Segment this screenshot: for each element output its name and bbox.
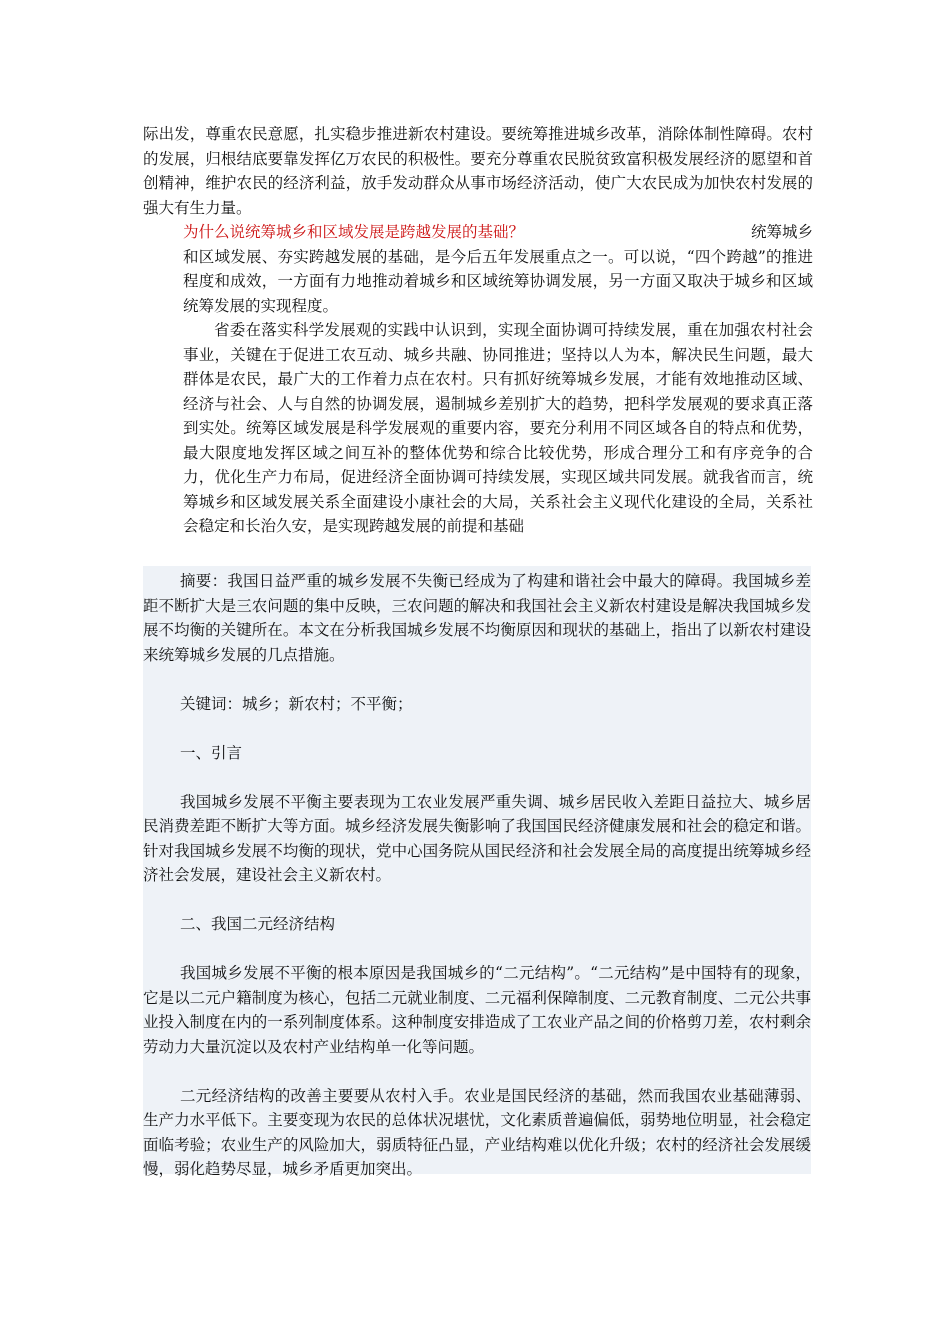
keywords-line: 关键词：城乡；新农村；不平衡； (180, 694, 413, 713)
dual-structure-paragraph-2: 二元经济结构的改善主要要从农村入手。农业是国民经济的基础，然而我国农业基础薄弱、生产力水平低下。主要变现为农民的总体状况堪忧，文化素质普遍偏低，弱势地位明显，社会稳定面临考验；农业生产的风险加大，弱质特征凸显，产业结构难以优化升级；农村的经济社会发展缓慢，弱化趋势尽显，城乡矛盾更加突出。 (143, 1086, 811, 1178)
dual-structure-paragraph-1: 我国城乡发展不平衡的根本原因是我国城乡的“二元结构”。“二元结构”是中国特有的现象，它是以二元户籍制度为核心，包括二元就业制度、二元福利保障制度、二元教育制度、二元公共事业投入制度在内的一系列制度体系。这种制度安排造成了工农业产品之间的价格剪刀差，农村剩余劳动力大量沉淀以及农村产业结构单一化等问题。 (143, 964, 811, 1056)
abstract-paragraph: 摘要：我国日益严重的城乡发展不失衡已经成为了构建和谐社会中最大的障碍。我国城乡差距不断扩大是三农问题的集中反映，三农问题的解决和我国社会主义新农村建设是解决我国城乡发展不均衡的关键所在。本文在分析我国城乡发展不均衡原因和现状的基础上，指出了以新农村建设来统筹城乡发展的几点措施。 (143, 572, 811, 664)
intro-paragraph: 际出发，尊重农民意愿，扎实稳步推进新农村建设。要统筹推进城乡改革，消除体制性障碍。农村的发展，归根结底要靠发挥亿万农民的积极性。要充分尊重农民脱贫致富积极发展经济的愿望和首创精神，维护农民的经济利益，放手发动群众从事市场经济活动，使广大农民成为加快农村发展的强大有生力量。 (143, 125, 813, 217)
answer-paragraph: 和区域发展、夯实跨越发展的基础，是今后五年发展重点之一。可以说，“四个跨越”的推进程度和成效，一方面有力地推动着城乡和区域统筹协调发展，另一方面又取决于城乡和区域统筹发展的实现程度。 (183, 247, 813, 315)
question-heading: 为什么说统筹城乡和区域发展是跨越发展的基础？ (183, 223, 525, 241)
question-line (183, 220, 813, 245)
article-section-2 (143, 566, 811, 1178)
answer-lead: 统筹城乡 (750, 223, 813, 241)
heading-introduction: 一、引言 (180, 743, 243, 762)
answer-block (143, 220, 813, 539)
introduction-paragraph: 我国城乡发展不平衡主要表现为工农业发展严重失调、城乡居民收入差距日益拉大、城乡居民消费差距不断扩大等方面。城乡经济发展失衡影响了我国国民经济健康发展和社会的稳定和谐。针对我国城乡发展不均衡的现状，党中心国务院从国民经济和社会发展全局的高度提出统筹城乡经济社会发展，建设社会主义新农村。 (143, 792, 811, 884)
heading-dual-structure: 二、我国二元经济结构 (180, 915, 336, 933)
province-paragraph: 省委在落实科学发展观的实践中认识到，实现全面协调可持续发展，重在加强农村社会事业，关键在于促进工农互动、城乡共融、协同推进；坚持以人为本，解决民生问题，最大群体是农民，最广大的工作着力点在农村。只有抓好统筹城乡发展，才能有效地推动区域、经济与社会、人与自然的协调发展，遏制城乡差别扩大的趋势，把科学发展观的要求真正落到实处。统筹区域发展是科学发展观的重要内容，要充分利用不同区域各自的特点和优势，最大限度地发挥区域之间互补的整体优势和综合比较优势，形成合理分工和有序竞争的合力，优化生产力布局，促进经济全面协调可持续发展，实现区域共同发展。就我省而言，统筹城乡和区域发展关系全面建设小康社会的大局，关系社会主义现代化建设的全局，关系社会稳定和长治久安，是实现跨越发展的前提和基础 (183, 321, 813, 535)
article-section-1 (143, 122, 813, 539)
